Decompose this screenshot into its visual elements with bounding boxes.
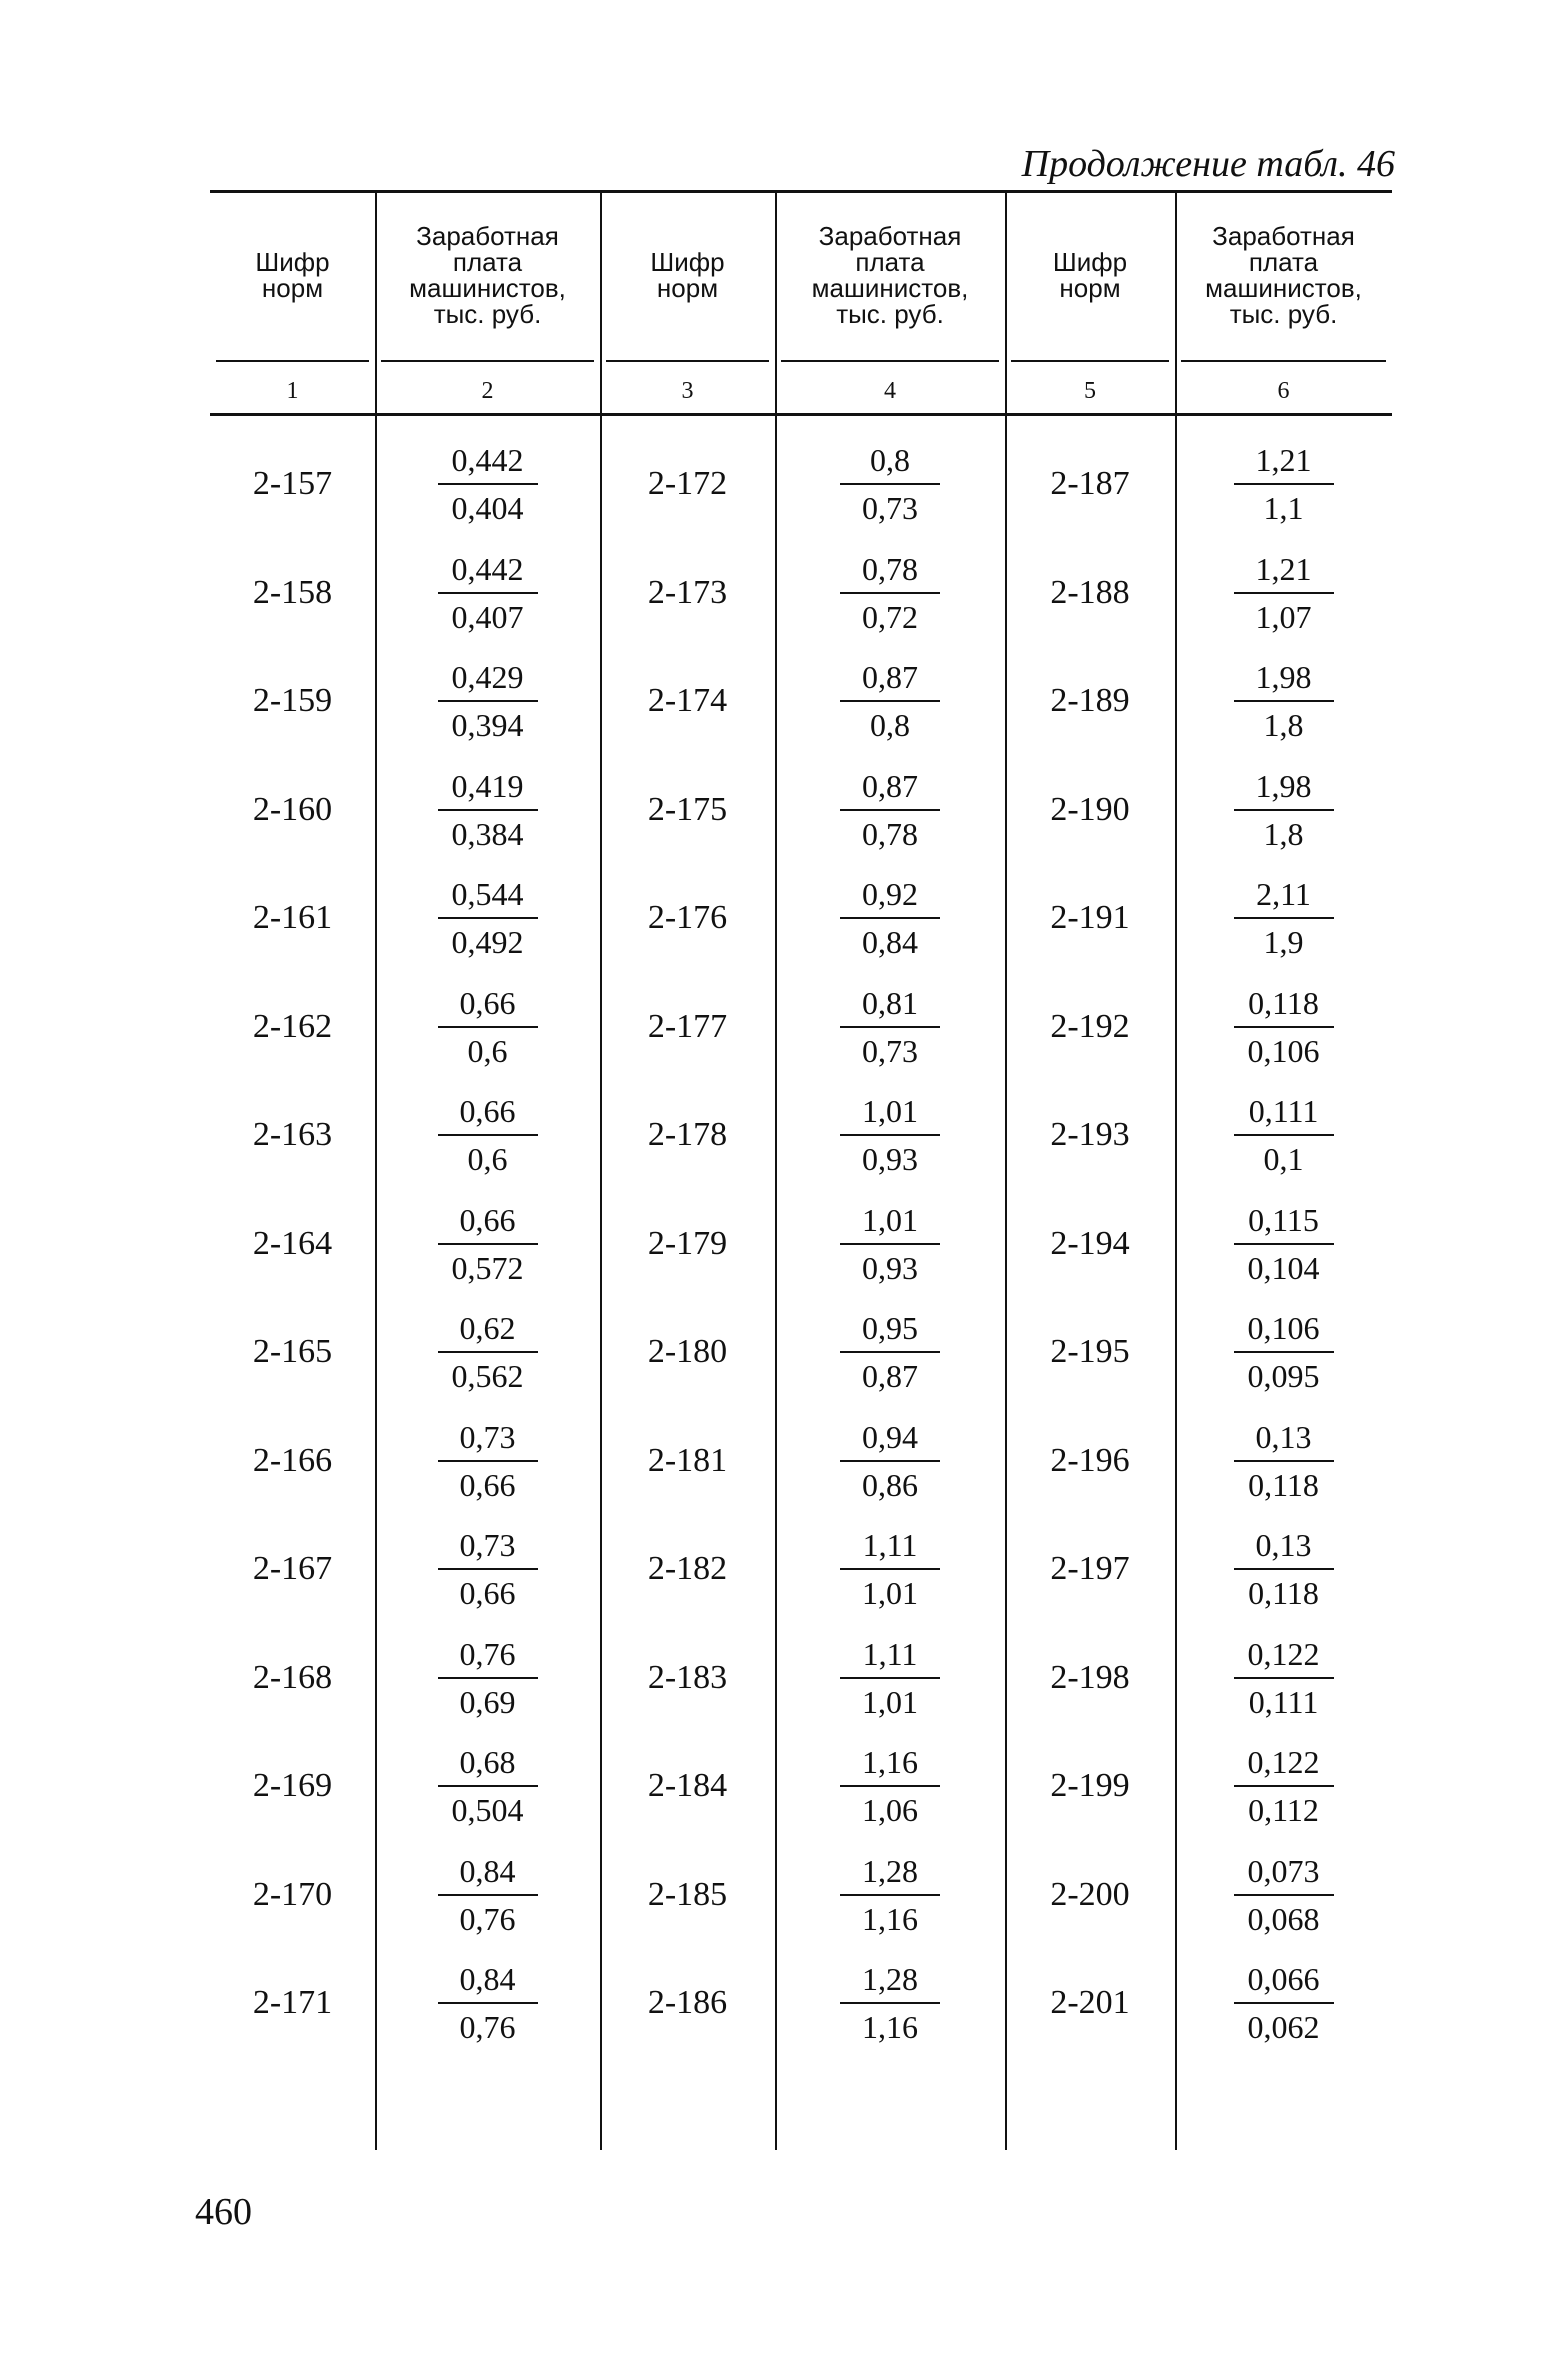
column-number-4: 4 (884, 377, 896, 404)
wage-fraction (1175, 1841, 1392, 1949)
wage-fraction (1175, 1515, 1392, 1623)
wage-denominator: 0,118 (1248, 1575, 1319, 1611)
wage-denominator: 0,1 (1263, 1141, 1304, 1177)
wage-numerator: 1,11 (840, 1635, 940, 1679)
wage-numerator: 1,11 (840, 1526, 940, 1570)
wage-numerator: 0,84 (438, 1960, 538, 2004)
norm-code: 2-183 (647, 1658, 728, 1696)
wage-fraction (775, 864, 1005, 972)
wage-denominator: 1,1 (1263, 490, 1304, 526)
wage-denominator: 0,6 (467, 1032, 508, 1069)
wage-fraction (375, 1081, 600, 1189)
column-number-2: 2 (481, 377, 494, 404)
norm-code: 2-193 (1050, 1116, 1130, 1153)
norm-code: 2-173 (647, 573, 728, 611)
wage-numerator: 0,118 (1234, 984, 1334, 1028)
norm-code: 2-195 (1050, 1333, 1130, 1370)
wage-fraction (1175, 539, 1392, 647)
wage-fraction (775, 1732, 1005, 1840)
wage-numerator: 0,66 (438, 1201, 538, 1245)
wage-fraction (375, 756, 600, 864)
wage-numerator: 0,94 (840, 1418, 940, 1462)
wage-numerator: 0,66 (438, 984, 538, 1028)
wage-numerator: 0,95 (840, 1309, 940, 1353)
wage-fraction (775, 1407, 1005, 1515)
wage-fraction (375, 1298, 600, 1406)
wage-numerator: 0,13 (1234, 1526, 1334, 1570)
wage-fraction (1175, 1624, 1392, 1732)
wage-fraction (775, 1190, 1005, 1298)
page-number: 460 (195, 2191, 252, 2233)
wage-numerator: 1,21 (1234, 441, 1334, 485)
wage-denominator: 0,504 (451, 1792, 524, 1828)
wage-numerator: 0,544 (438, 875, 538, 919)
wage-fraction (775, 1515, 1005, 1623)
wage-denominator: 0,572 (451, 1249, 524, 1286)
wage-fraction (775, 430, 1005, 538)
wage-denominator: 0,111 (1248, 1683, 1319, 1720)
wage-denominator: 0,73 (862, 1032, 918, 1069)
column-number-3: 3 (681, 377, 694, 404)
wage-fraction (375, 1949, 600, 2057)
wage-denominator: 0,86 (862, 1466, 918, 1503)
wage-numerator: 0,78 (840, 550, 940, 594)
wage-denominator: 0,76 (459, 1900, 516, 1937)
wage-fraction (1175, 1081, 1392, 1189)
wage-fraction (1175, 647, 1392, 755)
wage-denominator: 1,8 (1263, 707, 1304, 743)
wage-fraction (375, 1732, 600, 1840)
norm-code: 2-199 (1050, 1767, 1130, 1804)
wage-numerator: 0,111 (1234, 1092, 1334, 1136)
wage-denominator: 0,69 (459, 1683, 516, 1720)
wage-numerator: 0,419 (438, 767, 538, 811)
wage-fraction (775, 1949, 1005, 2057)
wage-numerator: 1,28 (840, 1852, 940, 1896)
wage-fraction (1175, 1732, 1392, 1840)
wage-numerator: 1,01 (840, 1092, 940, 1136)
header-subrule (1011, 360, 1169, 362)
wage-denominator: 1,9 (1263, 924, 1304, 960)
wage-denominator: 0,492 (451, 924, 524, 960)
wage-numerator: 0,106 (1234, 1309, 1334, 1353)
wage-numerator: 0,73 (438, 1526, 538, 1570)
norm-code: 2-170 (252, 1875, 333, 1913)
norm-code: 2-200 (1050, 1875, 1130, 1913)
wage-denominator: 0,72 (862, 598, 918, 635)
wage-denominator: 0,118 (1248, 1466, 1319, 1503)
wage-numerator: 0,81 (840, 984, 940, 1028)
wage-denominator: 0,66 (459, 1466, 516, 1503)
norm-code: 2-177 (647, 1007, 728, 1045)
norm-code: 2-157 (252, 465, 333, 502)
wage-fraction (775, 1624, 1005, 1732)
norm-code: 2-194 (1050, 1224, 1130, 1262)
norm-code: 2-184 (647, 1767, 728, 1804)
wage-fraction (1175, 973, 1392, 1081)
wage-denominator: 0,062 (1247, 2009, 1320, 2045)
column-header-1: Шифр норм (255, 247, 330, 303)
norm-code: 2-159 (252, 682, 333, 719)
norm-code: 2-168 (252, 1658, 333, 1696)
wage-denominator: 0,8 (870, 707, 910, 743)
wage-fraction (375, 1515, 600, 1623)
wage-fraction (1175, 864, 1392, 972)
wage-numerator: 1,28 (840, 1960, 940, 2004)
wage-fraction (775, 1841, 1005, 1949)
wage-fraction (1175, 1949, 1392, 2057)
column-header-5: Шифр норм (1052, 247, 1128, 303)
wage-numerator: 1,98 (1234, 658, 1334, 702)
wage-numerator: 0,76 (438, 1635, 538, 1679)
wage-denominator: 0,095 (1247, 1358, 1320, 1394)
wage-table (210, 190, 1392, 2150)
wage-denominator: 0,6 (467, 1141, 508, 1177)
norm-code: 2-187 (1050, 465, 1130, 502)
header-bottom-rule (210, 413, 1392, 416)
wage-denominator: 1,16 (862, 1900, 918, 1937)
wage-numerator: 0,073 (1234, 1852, 1334, 1896)
wage-numerator: 0,84 (438, 1852, 538, 1896)
wage-numerator: 0,66 (438, 1092, 538, 1136)
wage-fraction (775, 539, 1005, 647)
wage-denominator: 0,106 (1247, 1032, 1320, 1069)
wage-denominator: 0,66 (459, 1575, 516, 1611)
wage-fraction (775, 1298, 1005, 1406)
wage-fraction (375, 1624, 600, 1732)
norm-code: 2-175 (647, 790, 728, 828)
norm-code: 2-171 (252, 1984, 333, 2021)
wage-numerator: 1,16 (840, 1743, 940, 1787)
norm-code: 2-198 (1050, 1658, 1130, 1696)
norm-code: 2-197 (1050, 1550, 1130, 1587)
wage-denominator: 0,93 (862, 1141, 918, 1177)
column-number-5: 5 (1084, 377, 1096, 404)
norm-code: 2-167 (252, 1550, 333, 1587)
norm-code: 2-172 (647, 465, 728, 502)
wage-fraction (775, 756, 1005, 864)
wage-denominator: 1,01 (862, 1683, 918, 1720)
norm-code: 2-169 (252, 1767, 333, 1804)
wage-numerator: 0,442 (438, 550, 538, 594)
wage-denominator: 0,87 (862, 1358, 918, 1394)
wage-denominator: 0,73 (862, 490, 918, 526)
wage-numerator: 0,429 (438, 658, 538, 702)
wage-fraction (1175, 756, 1392, 864)
wage-fraction (775, 1081, 1005, 1189)
column-header-4: Заработная плата машинистов, тыс. руб. (811, 221, 969, 329)
wage-denominator: 0,84 (862, 924, 918, 960)
norm-code: 2-182 (647, 1550, 728, 1587)
norm-code: 2-188 (1050, 573, 1130, 611)
norm-code: 2-176 (647, 899, 728, 936)
norm-code: 2-166 (252, 1441, 333, 1479)
table-caption: Продолжение табл. 46 (1021, 143, 1395, 185)
wage-fraction (375, 973, 600, 1081)
column-header-6: Заработная плата машинистов, тыс. руб. (1205, 221, 1362, 329)
wage-fraction (375, 1407, 600, 1515)
wage-denominator: 0,394 (451, 707, 524, 743)
norm-code: 2-161 (252, 899, 333, 936)
column-number-1: 1 (286, 377, 299, 404)
norm-code: 2-196 (1050, 1441, 1130, 1479)
wage-numerator: 0,92 (840, 875, 940, 919)
wage-denominator: 1,07 (1255, 598, 1312, 635)
wage-denominator: 0,407 (451, 598, 524, 635)
wage-fraction (775, 973, 1005, 1081)
wage-fraction (375, 539, 600, 647)
wage-numerator: 0,122 (1234, 1743, 1334, 1787)
norm-code: 2-179 (647, 1224, 728, 1262)
norm-code: 2-164 (252, 1224, 333, 1262)
wage-numerator: 0,73 (438, 1418, 538, 1462)
norm-code: 2-160 (252, 790, 333, 828)
wage-numerator: 0,68 (438, 1743, 538, 1787)
wage-numerator: 0,13 (1234, 1418, 1334, 1462)
wage-numerator: 0,115 (1234, 1201, 1334, 1245)
column-number-6: 6 (1277, 377, 1290, 404)
wage-denominator: 0,104 (1247, 1249, 1320, 1286)
norm-code: 2-192 (1050, 1007, 1130, 1045)
wage-denominator: 0,404 (451, 490, 524, 526)
wage-fraction (375, 1841, 600, 1949)
norm-code: 2-178 (647, 1116, 728, 1153)
norm-code: 2-162 (252, 1007, 333, 1045)
column-header-2: Заработная плата машинистов, тыс. руб. (409, 221, 566, 329)
header-subrule (781, 360, 999, 362)
wage-numerator: 1,21 (1234, 550, 1334, 594)
wage-denominator: 0,562 (451, 1358, 524, 1394)
wage-numerator: 1,01 (840, 1201, 940, 1245)
wage-numerator: 2,11 (1234, 875, 1334, 919)
header-subrule (1181, 360, 1386, 362)
wage-fraction (1175, 1298, 1392, 1406)
norm-code: 2-174 (647, 682, 728, 719)
norm-code: 2-201 (1050, 1984, 1130, 2021)
header-subrule (606, 360, 769, 362)
wage-numerator: 0,87 (840, 658, 940, 702)
norm-code: 2-185 (647, 1875, 728, 1913)
wage-denominator: 0,76 (459, 2009, 516, 2045)
wage-fraction (375, 430, 600, 538)
wage-denominator: 0,93 (862, 1249, 918, 1286)
wage-denominator: 0,78 (862, 815, 918, 852)
wage-fraction (1175, 1190, 1392, 1298)
wage-denominator: 1,16 (862, 2009, 918, 2045)
wage-numerator: 0,122 (1234, 1635, 1334, 1679)
wage-denominator: 0,068 (1247, 1900, 1320, 1937)
wage-fraction (375, 647, 600, 755)
wage-denominator: 0,384 (451, 815, 524, 852)
wage-numerator: 0,8 (840, 441, 940, 485)
norm-code: 2-189 (1050, 682, 1130, 719)
header-subrule (381, 360, 594, 362)
norm-code: 2-163 (252, 1116, 333, 1153)
norm-code: 2-186 (647, 1984, 728, 2021)
wage-numerator: 0,442 (438, 441, 538, 485)
wage-fraction (1175, 1407, 1392, 1515)
wage-numerator: 0,62 (438, 1309, 538, 1353)
norm-code: 2-180 (647, 1333, 728, 1370)
norm-code: 2-191 (1050, 899, 1130, 936)
column-header-3: Шифр норм (650, 247, 725, 303)
wage-fraction (1175, 430, 1392, 538)
wage-denominator: 1,01 (862, 1575, 918, 1611)
norm-code: 2-190 (1050, 790, 1130, 828)
norm-code: 2-181 (647, 1441, 728, 1479)
header-subrule (216, 360, 369, 362)
wage-fraction (775, 647, 1005, 755)
wage-numerator: 0,87 (840, 767, 940, 811)
wage-numerator: 0,066 (1234, 1960, 1334, 2004)
wage-denominator: 1,8 (1263, 815, 1304, 852)
norm-code: 2-158 (252, 573, 333, 611)
wage-fraction (375, 1190, 600, 1298)
wage-numerator: 1,98 (1234, 767, 1334, 811)
wage-denominator: 1,06 (862, 1792, 918, 1828)
norm-code: 2-165 (252, 1333, 333, 1370)
wage-denominator: 0,112 (1248, 1792, 1319, 1828)
wage-fraction (375, 864, 600, 972)
